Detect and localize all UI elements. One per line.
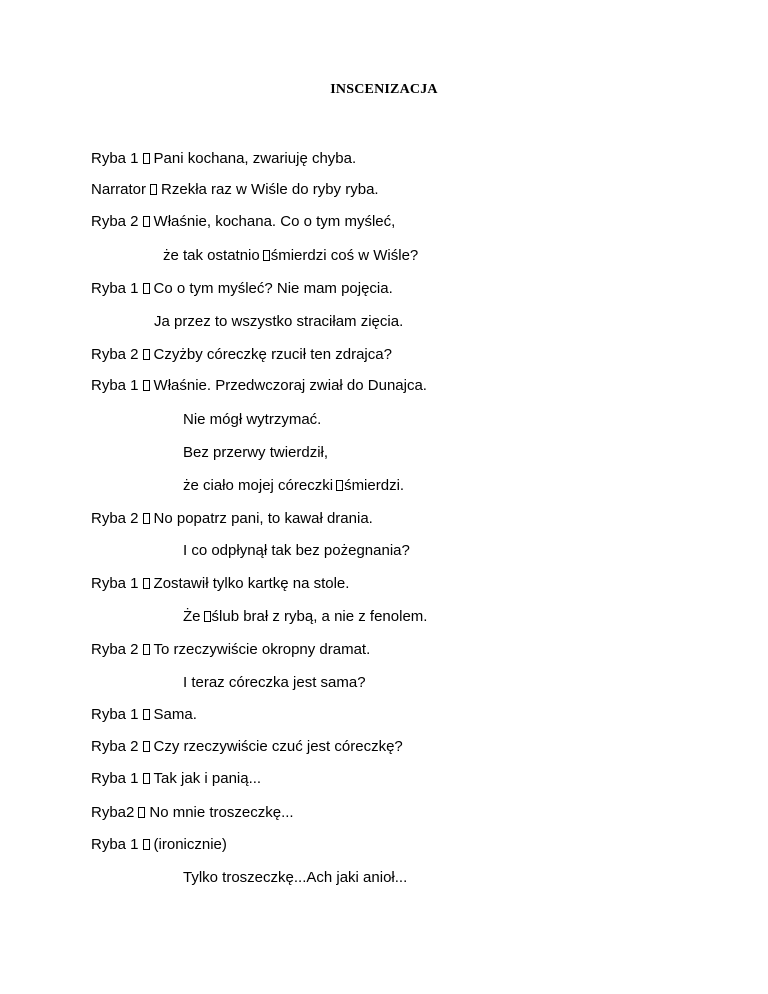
- dialogue-line: [91, 510, 373, 528]
- missing-glyph-icon: [204, 611, 211, 622]
- dialogue-line-continuation: [183, 674, 366, 692]
- dialogue-line-continuation: [183, 411, 321, 429]
- line-text: Ja przez to wszystko straciłam zięcia.: [154, 313, 404, 330]
- speaker-label: Ryba 1: [91, 706, 139, 723]
- speaker-label: Ryba 2: [91, 641, 139, 658]
- line-text: Bez przerwy twierdził,: [183, 444, 329, 461]
- missing-glyph-icon: [143, 153, 150, 164]
- missing-glyph-icon: [143, 513, 150, 524]
- dialogue-line: [91, 181, 379, 199]
- missing-glyph-icon: [138, 807, 145, 818]
- dialogue-line-continuation: [154, 313, 403, 331]
- line-text: No mnie troszeczkę...: [149, 804, 294, 821]
- missing-glyph-icon: [143, 741, 150, 752]
- speaker-label: Narrator: [91, 181, 147, 198]
- line-text-post: ślub brał z rybą, a nie z fenolem.: [211, 608, 428, 625]
- speaker-label: Ryba 1: [91, 280, 139, 297]
- missing-glyph-icon: [143, 283, 150, 294]
- line-text: To rzeczywiście okropny dramat.: [153, 641, 371, 658]
- dialogue-line-continuation: [183, 608, 427, 626]
- dialogue-line-continuation: [163, 247, 418, 265]
- speaker-label: Ryba 1: [91, 575, 139, 592]
- dialogue-line-continuation: [183, 477, 404, 495]
- line-text-pre: Że: [183, 608, 201, 625]
- dialogue-line: [91, 150, 356, 168]
- missing-glyph-icon: [143, 216, 150, 227]
- dialogue-line: [91, 213, 395, 231]
- speaker-label: Ryba2: [91, 804, 135, 821]
- line-text: Sama.: [153, 706, 197, 723]
- dialogue-line: [91, 706, 197, 724]
- dialogue-line: [91, 836, 227, 854]
- speaker-label: Ryba 1: [91, 836, 139, 853]
- missing-glyph-icon: [143, 349, 150, 360]
- missing-glyph-icon: [143, 839, 150, 850]
- dialogue-line: [91, 377, 427, 395]
- line-text: Właśnie, kochana. Co o tym myśleć,: [153, 213, 396, 230]
- speaker-label: Ryba 2: [91, 213, 139, 230]
- dialogue-line-continuation: [183, 444, 328, 462]
- line-text-pre: że tak ostatnio: [163, 247, 260, 264]
- line-text: Czy rzeczywiście czuć jest córeczkę?: [153, 738, 403, 755]
- missing-glyph-icon: [336, 480, 343, 491]
- dialogue-line: [91, 575, 349, 593]
- missing-glyph-icon: [143, 644, 150, 655]
- dialogue-line-continuation: [183, 869, 407, 887]
- missing-glyph-icon: [263, 250, 270, 261]
- dialogue-line: [91, 804, 294, 822]
- line-text: Rzekła raz w Wiśle do ryby ryba.: [161, 181, 379, 198]
- missing-glyph-icon: [143, 773, 150, 784]
- line-text-post: śmierdzi coś w Wiśle?: [270, 247, 419, 264]
- line-text: Zostawił tylko kartkę na stole.: [153, 575, 350, 592]
- line-text: (ironicznie): [153, 836, 227, 853]
- line-text: Czyżby córeczkę rzucił ten zdrajca?: [153, 346, 392, 363]
- line-text: Pani kochana, zwariuję chyba.: [153, 150, 357, 167]
- line-text: Nie mógł wytrzymać.: [183, 411, 322, 428]
- line-text: Właśnie. Przedwczoraj zwiał do Dunajca.: [153, 377, 427, 394]
- line-text: Tak jak i panią...: [153, 770, 262, 787]
- line-text: Co o tym myśleć? Nie mam pojęcia.: [153, 280, 393, 297]
- line-text: I teraz córeczka jest sama?: [183, 674, 366, 691]
- line-text: No popatrz pani, to kawał drania.: [153, 510, 373, 527]
- missing-glyph-icon: [143, 578, 150, 589]
- missing-glyph-icon: [143, 709, 150, 720]
- dialogue-line-continuation: [183, 542, 410, 560]
- speaker-label: Ryba 1: [91, 377, 139, 394]
- speaker-label: Ryba 1: [91, 770, 139, 787]
- missing-glyph-icon: [143, 380, 150, 391]
- document-title: INSCENIZACJA: [330, 82, 438, 97]
- speaker-label: Ryba 1: [91, 150, 139, 167]
- dialogue-line: [91, 346, 392, 364]
- dialogue-line: [91, 770, 261, 788]
- line-text-post: śmierdzi.: [344, 477, 405, 494]
- missing-glyph-icon: [150, 184, 157, 195]
- line-text: I co odpłynął tak bez pożegnania?: [183, 542, 410, 559]
- line-text: Tylko troszeczkę...Ach jaki anioł...: [183, 869, 408, 886]
- dialogue-line: [91, 280, 393, 298]
- line-text-pre: że ciało mojej córeczki: [183, 477, 334, 494]
- speaker-label: Ryba 2: [91, 510, 139, 527]
- speaker-label: Ryba 2: [91, 346, 139, 363]
- dialogue-line: [91, 641, 370, 659]
- dialogue-line: [91, 738, 403, 756]
- speaker-label: Ryba 2: [91, 738, 139, 755]
